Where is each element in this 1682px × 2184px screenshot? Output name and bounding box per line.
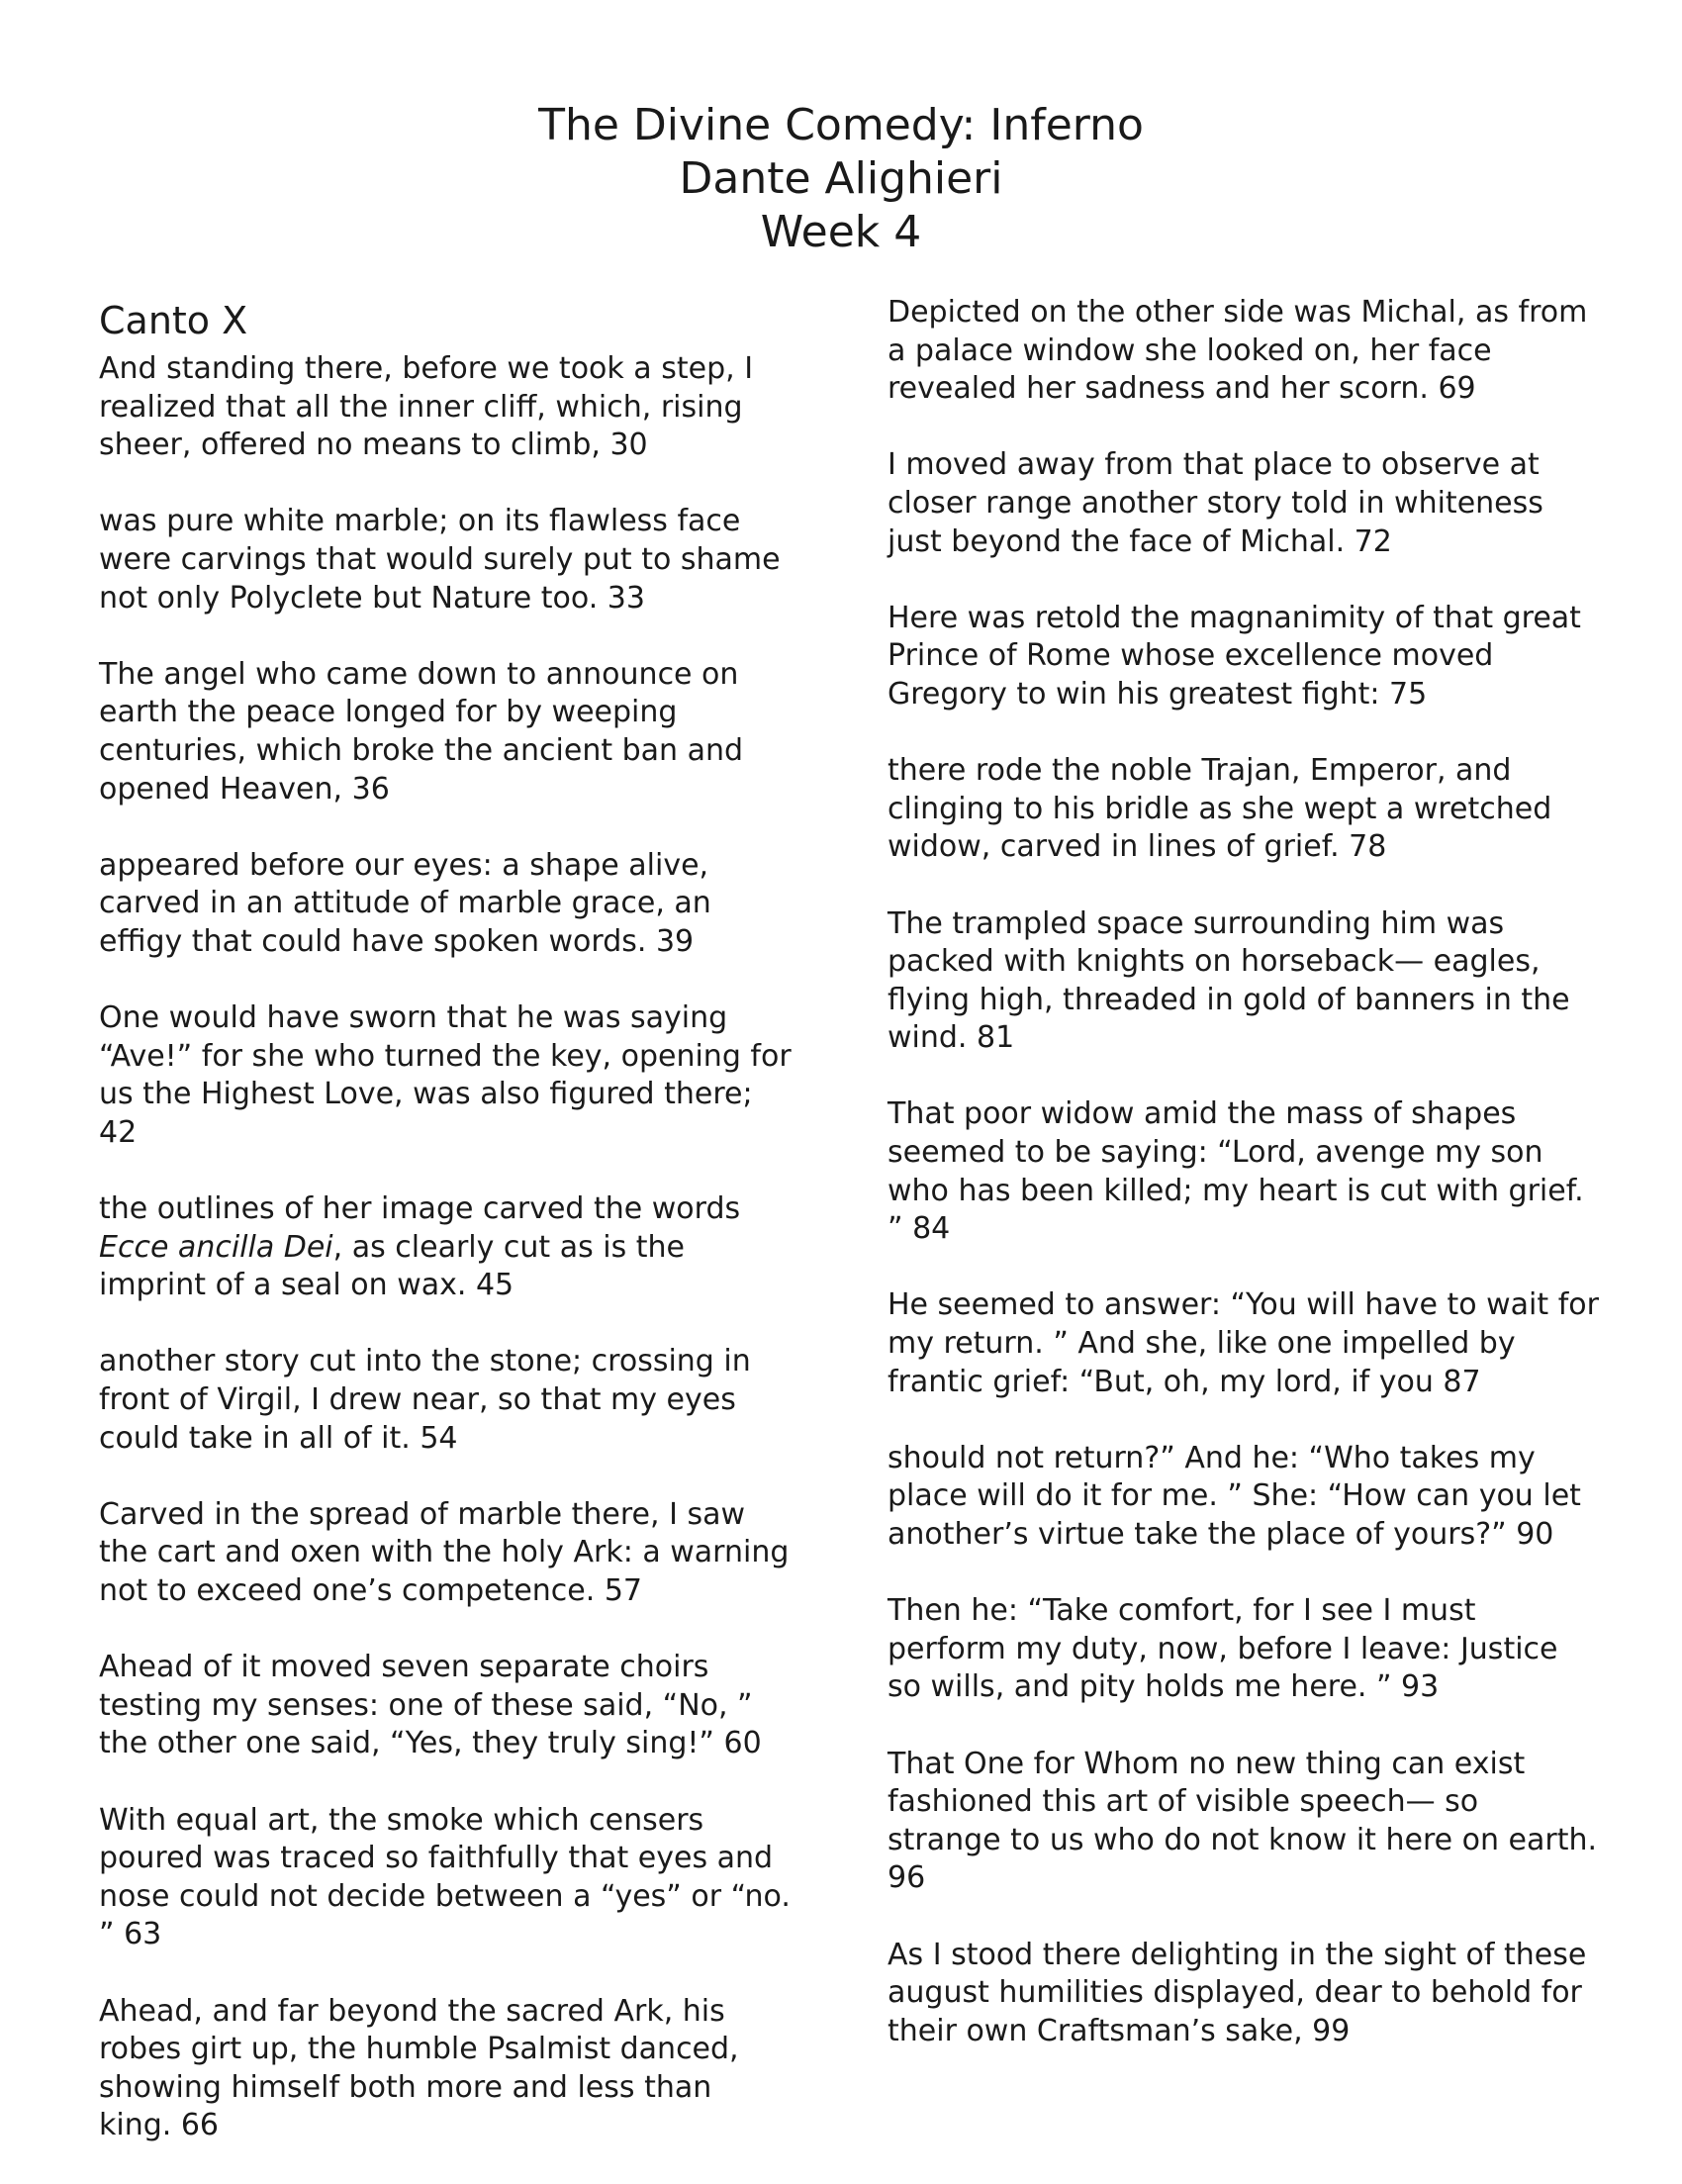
document-author: Dante Alighieri bbox=[679, 153, 1003, 204]
stanza-text: the outlines of her image carved the words bbox=[99, 1191, 741, 1227]
document-header bbox=[0, 99, 1682, 259]
document-week: Week 4 bbox=[760, 207, 922, 257]
stanza: And standing there, before we took a step, I realized that all the inner cliff, which, rising sheer, offered no means to climb, 30 bbox=[99, 351, 754, 463]
stanza: Then he: “Take comfort, for I see I must perform my duty, now, before I leave: Justice so wills, and pity holds me here. ” 93 bbox=[888, 1593, 1558, 1705]
stanza: should not return?” And he: “Who takes my place will do it for me. ” She: “How can you let another’s virtue take the place of yours?” 90 bbox=[888, 1440, 1581, 1552]
stanza: Ahead of it moved seven separate choirs testing my senses: one of these said, “No, ” the other one said, “Yes, they truly sing!” 60 bbox=[99, 1650, 762, 1761]
stanza: I moved away from that place to observe at closer range another story told in whiteness just beyond the face of Michal. 72 bbox=[888, 447, 1543, 559]
right-column bbox=[888, 294, 1600, 2089]
stanza: Ahead, and far beyond the sacred Ark, his robes girt up, the humble Psalmist danced, showing himself both more and less than king. 66 bbox=[99, 1993, 739, 2143]
stanza-italic-text: Ecce ancilla Dei bbox=[99, 1229, 333, 1265]
stanza: The trampled space surrounding him was packed with knights on horseback— eagles, flying high, threaded in gold of banners in the wind. 81 bbox=[888, 905, 1570, 1056]
stanza: Here was retold the magnanimity of that great Prince of Rome whose excellence moved Gregory to win his greatest fight: 75 bbox=[888, 600, 1581, 712]
stanza: That One for Whom no new thing can exist fashioned this art of visible speech— so strange to us who do not know it here on earth. 96 bbox=[888, 1746, 1598, 1896]
document-title: The Divine Comedy: Inferno bbox=[538, 100, 1144, 150]
stanza: With equal art, the smoke which censers poured was traced so faithfully that eyes and nose could not decide between a “yes” or “no. ” 63 bbox=[99, 1802, 791, 1952]
stanza-text: , as clearly cut as is the imprint of a seal on wax. 45 bbox=[99, 1229, 685, 1303]
stanza-ecce bbox=[99, 1190, 792, 1305]
stanza: He seemed to answer: “You will have to wait for my return. ” And she, like one impelled by frantic grief: “But, oh, my lord, if you 87 bbox=[888, 1287, 1599, 1399]
stanza: was pure white marble; on its flawless face were carvings that would surely put to shame not only Polyclete but Nature too. 33 bbox=[99, 504, 781, 616]
stanza: As I stood there delighting in the sight of these august humilities displayed, dear to behold for their own Craftsman’s sake, 99 bbox=[888, 1937, 1587, 2048]
stanza: Depicted on the other side was Michal, as from a palace window she looked on, her face revealed her sadness and her scorn. 69 bbox=[888, 295, 1588, 407]
stanza: appeared before our eyes: a shape alive, carved in an attitude of marble grace, an effigy that could have spoken words. 39 bbox=[99, 847, 711, 959]
stanza: One would have sworn that he was saying “Ave!” for she who turned the key, opening for us the Highest Love, was also figured there; 42 bbox=[99, 1000, 792, 1150]
stanza: That poor widow amid the mass of shapes seemed to be saying: “Lord, avenge my son who has been killed; my heart is cut with grief. ” 84 bbox=[888, 1096, 1584, 1247]
stanza: The angel who came down to announce on earth the peace longed for by weeping centuries, which broke the ancient ban and opened Heaven, 36 bbox=[99, 656, 744, 807]
left-column bbox=[99, 297, 792, 2184]
stanza: Carved in the spread of marble there, I saw the cart and oxen with the holy Ark: a warning not to exceed one’s competence. 57 bbox=[99, 1496, 790, 1608]
canto-title: Canto X bbox=[99, 299, 248, 342]
stanza: another story cut into the stone; crossing in front of Virgil, I drew near, so that my eyes could take in all of it. 54 bbox=[99, 1344, 751, 1456]
stanza: there rode the noble Trajan, Emperor, and clinging to his bridle as she wept a wretched widow, carved in lines of grief. 78 bbox=[888, 753, 1552, 865]
